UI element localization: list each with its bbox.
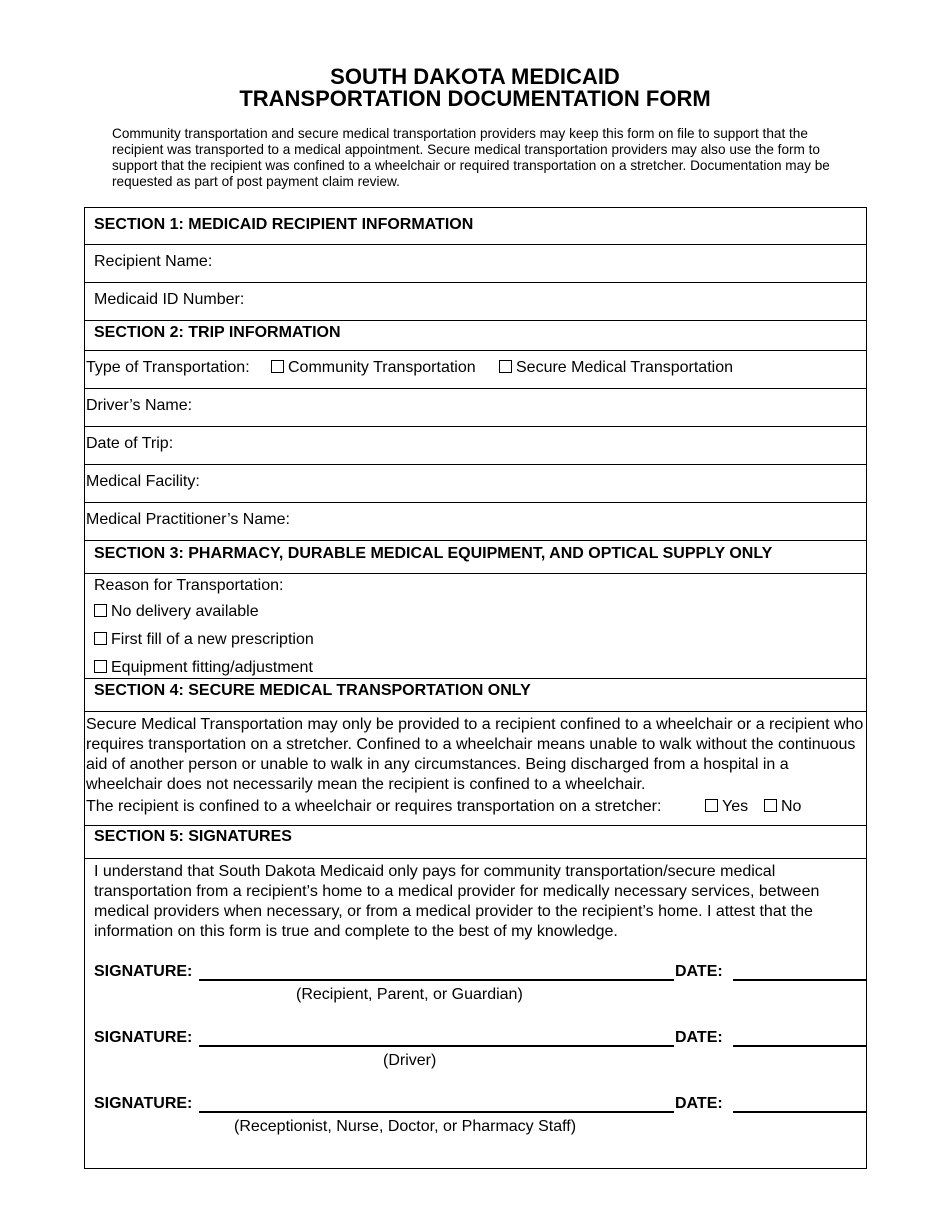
section1-header xyxy=(85,208,866,245)
practitioner-name-field[interactable] xyxy=(85,503,866,541)
recipient-name-field[interactable] xyxy=(85,245,866,283)
signature-line-driver[interactable] xyxy=(199,1045,674,1047)
checkbox-icon xyxy=(764,799,777,812)
date-label: DATE: xyxy=(675,963,723,980)
driver-name-field[interactable] xyxy=(85,389,866,427)
checkbox-icon xyxy=(705,799,718,812)
section3-heading: SECTION 3: PHARMACY, DURABLE MEDICAL EQUIPMENT, AND OPTICAL SUPPLY ONLY xyxy=(94,545,773,562)
section4-heading: SECTION 4: SECURE MEDICAL TRANSPORTATION ONLY xyxy=(94,682,531,699)
yes-label: Yes xyxy=(722,798,749,815)
intro-text: Community transportation and secure medical transportation providers may keep this form on file to support that the recipient was transported to a medical appointment. Secure medical transportation providers may also use the form to support that the recipient was confined to a wheelchair or required transportation on a stretcher. Documentation may be requested as part of post payment claim review. xyxy=(112,126,830,189)
recipient-name-label: Recipient Name: xyxy=(94,253,213,270)
medical-facility-label: Medical Facility: xyxy=(86,473,200,490)
first-fill-label: First fill of a new prescription xyxy=(111,631,314,648)
section4-body xyxy=(85,712,866,826)
signer-caption-staff: (Receptionist, Nurse, Doctor, or Pharmacy Staff) xyxy=(234,1118,577,1135)
no-delivery-checkbox[interactable] xyxy=(94,603,259,621)
date-label: DATE: xyxy=(675,1095,723,1112)
section2-heading: SECTION 2: TRIP INFORMATION xyxy=(94,324,341,341)
signature-line-recipient[interactable] xyxy=(199,979,674,981)
medical-facility-field[interactable] xyxy=(85,465,866,503)
secure-transport-label: Secure Medical Transportation xyxy=(516,359,733,376)
community-transport-checkbox[interactable] xyxy=(271,359,476,377)
checkbox-icon xyxy=(271,360,284,373)
signature-label: SIGNATURE: xyxy=(94,963,193,980)
checkbox-icon xyxy=(94,632,107,645)
trip-date-label: Date of Trip: xyxy=(86,435,174,452)
practitioner-name-label: Medical Practitioner’s Name: xyxy=(86,511,290,528)
reason-label: Reason for Transportation: xyxy=(94,577,284,594)
section5-text: I understand that South Dakota Medicaid only pays for community transportation/secure medical transportation from a recipient’s home to a medical provider for medically necessary services, between medical providers when necessary, or from a medical provider to the recipient’s home. I attest that the information on this form is true and complete to the best of my knowledge. xyxy=(94,863,820,940)
equipment-fitting-checkbox[interactable] xyxy=(94,659,313,677)
date-line-staff[interactable] xyxy=(733,1111,866,1113)
signer-caption-driver: (Driver) xyxy=(383,1052,437,1069)
no-label: No xyxy=(781,798,802,815)
trip-date-field[interactable] xyxy=(85,427,866,465)
section2-header xyxy=(85,321,866,351)
no-delivery-label: No delivery available xyxy=(111,603,259,620)
signature-label: SIGNATURE: xyxy=(94,1095,193,1112)
section4-header xyxy=(85,679,866,712)
medicaid-id-label: Medicaid ID Number: xyxy=(94,291,245,308)
first-fill-checkbox[interactable] xyxy=(94,631,314,649)
section5-heading: SECTION 5: SIGNATURES xyxy=(94,828,292,845)
date-line-recipient[interactable] xyxy=(733,979,866,981)
checkbox-icon xyxy=(94,604,107,617)
reason-row xyxy=(85,574,866,679)
section5-header xyxy=(85,826,866,859)
medicaid-id-field[interactable] xyxy=(85,283,866,321)
date-line-driver[interactable] xyxy=(733,1045,866,1047)
form-title-line2: TRANSPORTATION DOCUMENTATION FORM xyxy=(239,86,711,111)
yes-checkbox[interactable] xyxy=(705,798,748,816)
checkbox-icon xyxy=(499,360,512,373)
signature-label: SIGNATURE: xyxy=(94,1029,193,1046)
signer-caption-recipient: (Recipient, Parent, or Guardian) xyxy=(296,986,523,1003)
driver-name-label: Driver’s Name: xyxy=(86,397,193,414)
signature-line-staff[interactable] xyxy=(199,1111,674,1113)
transport-type-row xyxy=(85,351,866,389)
date-label: DATE: xyxy=(675,1029,723,1046)
secure-transport-checkbox[interactable] xyxy=(499,359,733,377)
form-table xyxy=(84,207,867,1169)
section1-heading: SECTION 1: MEDICAID RECIPIENT INFORMATION xyxy=(94,216,474,233)
checkbox-icon xyxy=(94,660,107,673)
section3-header xyxy=(85,541,866,574)
transport-type-label: Type of Transportation: xyxy=(86,359,250,376)
confined-question: The recipient is confined to a wheelchair or requires transportation on a stretcher: xyxy=(86,798,662,815)
form-title-line1: SOUTH DAKOTA MEDICAID xyxy=(330,64,620,89)
section4-text: Secure Medical Transportation may only be provided to a recipient confined to a wheelchair or a recipient who requires transportation on a stretcher. Confined to a wheelchair means unable to walk without the continuous aid of another person or unable to walk in any circumstances. Being discharged from a hospital in a wheelchair does not necessarily mean the recipient is confined to a wheelchair. xyxy=(86,716,864,793)
no-checkbox[interactable] xyxy=(764,798,801,816)
community-transport-label: Community Transportation xyxy=(288,359,476,376)
equipment-fitting-label: Equipment fitting/adjustment xyxy=(111,659,313,676)
